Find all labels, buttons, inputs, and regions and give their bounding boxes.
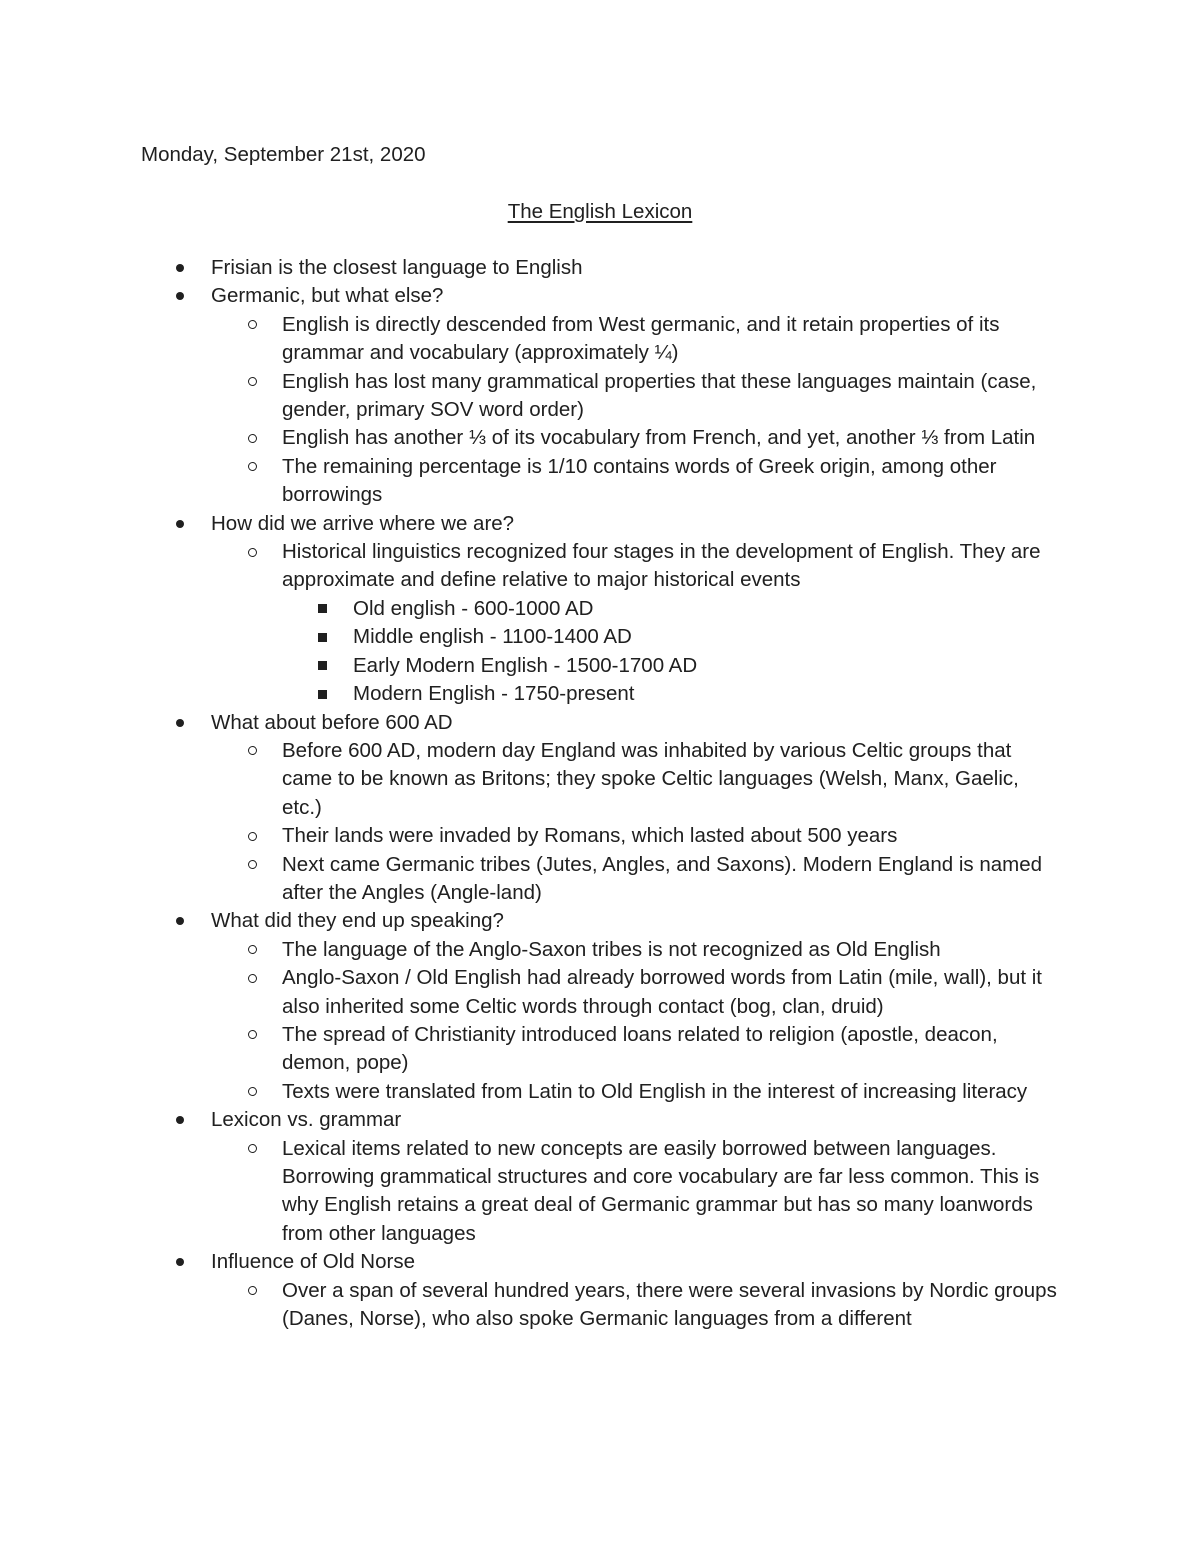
outline-item-level-2	[0, 737, 1064, 822]
notes-outline	[0, 254, 1200, 1333]
bullet-marker	[318, 623, 327, 651]
outline-item-text: What did they end up speaking?	[211, 909, 504, 933]
outline-item-text: Next came Germanic tribes (Jutes, Angles, and Saxons). Modern England is named after the Angles (Angle-land)	[282, 852, 1043, 904]
outline-item-level-2	[0, 311, 1064, 368]
bullet-marker	[248, 964, 257, 992]
outline-item-level-2	[0, 822, 1064, 850]
outline-item-level-2	[0, 1078, 1064, 1106]
outline-item-level-1	[0, 1248, 1061, 1276]
bullet-marker	[176, 1248, 184, 1276]
outline-item-level-1	[0, 907, 1061, 935]
bullet-marker	[248, 936, 257, 964]
bullet-marker	[318, 652, 327, 680]
outline-item-level-1	[0, 709, 1061, 737]
outline-item-level-2	[0, 424, 1064, 452]
outline-item-text: Frisian is the closest language to English	[211, 256, 583, 279]
bullet-marker	[176, 254, 184, 282]
document-title	[0, 198, 1200, 226]
bullet-marker	[248, 453, 257, 481]
bullet-marker	[248, 737, 257, 765]
outline-item-text: Middle english - 1100-1400 AD	[353, 625, 632, 649]
outline-item-level-2	[0, 851, 1064, 908]
hollow-circle-bullet-icon	[248, 945, 257, 954]
outline-item-text: Germanic, but what else?	[211, 284, 444, 308]
outline-item-level-2	[0, 964, 1064, 1021]
bullet-marker	[176, 709, 184, 737]
bullet-marker	[176, 907, 184, 935]
bullet-marker	[248, 1021, 257, 1049]
outline-item-text: English is directly descended from West germanic, and it retain properties of its grammar and vocabulary (approximately ¼)	[282, 312, 1000, 365]
outline-item-level-2	[0, 1021, 1064, 1078]
outline-item-level-1	[0, 254, 1061, 282]
hollow-circle-bullet-icon	[248, 746, 257, 755]
bullet-marker	[318, 680, 327, 708]
outline-item-text: Modern English - 1750-present	[353, 682, 635, 706]
bullet-marker	[248, 538, 257, 566]
hollow-circle-bullet-icon	[248, 462, 257, 471]
square-bullet-icon	[318, 690, 327, 699]
outline-item-text: The spread of Christianity introduced loans related to religion (apostle, deacon, demon, pope)	[282, 1022, 998, 1075]
hollow-circle-bullet-icon	[248, 1286, 257, 1295]
hollow-circle-bullet-icon	[248, 434, 257, 443]
outline-item-text: Early Modern English - 1500-1700 AD	[353, 653, 698, 677]
bullet-marker	[248, 368, 257, 396]
outline-item-level-2	[0, 1277, 1064, 1334]
bullet-marker	[248, 851, 257, 879]
hollow-circle-bullet-icon	[248, 860, 257, 869]
hollow-circle-bullet-icon	[248, 1030, 257, 1039]
hollow-circle-bullet-icon	[248, 1144, 257, 1153]
outline-item-text: Anglo-Saxon / Old English had already borrowed words from Latin (mile, wall), but it also inherited some Celtic words through contact (bog, clan, druid)	[282, 966, 1042, 1018]
square-bullet-icon	[318, 633, 327, 642]
outline-item-text: How did we arrive where we are?	[211, 511, 515, 535]
outline-item-level-2	[0, 538, 1064, 595]
filled-circle-bullet-icon	[176, 520, 184, 528]
outline-item-text: Texts were translated from Latin to Old English in the interest of increasing literacy	[282, 1079, 1028, 1103]
document-title-text: The English Lexicon	[507, 200, 693, 223]
outline-item-level-2	[0, 1135, 1064, 1249]
square-bullet-icon	[318, 604, 327, 613]
outline-item-level-3	[0, 652, 1063, 680]
filled-circle-bullet-icon	[176, 1116, 184, 1124]
hollow-circle-bullet-icon	[248, 832, 257, 841]
hollow-circle-bullet-icon	[248, 320, 257, 329]
outline-item-text: Their lands were invaded by Romans, which lasted about 500 years	[282, 824, 898, 848]
bullet-marker	[248, 424, 257, 452]
outline-item-text: What about before 600 AD	[211, 710, 453, 734]
outline-item-text: Lexical items related to new concepts are easily borrowed between languages. Borrowing grammatical structures and core vocabulary are far less common. This is why English retains a great deal of Germanic grammar but has so many loanwords from other languages	[282, 1136, 1040, 1245]
bullet-marker	[248, 1078, 257, 1106]
outline-item-level-3	[0, 680, 1063, 708]
outline-item-level-1	[0, 282, 1061, 310]
document-date: Monday, September 21st, 2020	[141, 143, 426, 166]
bullet-marker	[318, 595, 327, 623]
filled-circle-bullet-icon	[176, 719, 184, 727]
bullet-marker	[248, 1277, 257, 1305]
outline-item-level-1	[0, 1106, 1061, 1134]
filled-circle-bullet-icon	[176, 292, 184, 300]
outline-item-text: Over a span of several hundred years, there were several invasions by Nordic groups (Danes, Norse), who also spoke Germanic languages from a different	[282, 1278, 1057, 1331]
outline-item-level-2	[0, 936, 1064, 964]
filled-circle-bullet-icon	[176, 917, 184, 925]
outline-item-text: Lexicon vs. grammar	[211, 1108, 402, 1132]
outline-item-text: English has another ⅓ of its vocabulary from French, and yet, another ⅓ from Latin	[282, 426, 1036, 450]
bullet-marker	[176, 282, 184, 310]
outline-item-level-3	[0, 623, 1063, 651]
hollow-circle-bullet-icon	[248, 974, 257, 983]
outline-item-text: The remaining percentage is 1/10 contains words of Greek origin, among other borrowings	[282, 454, 997, 507]
outline-item-text: Before 600 AD, modern day England was inhabited by various Celtic groups that came to be known as Britons; they spoke Celtic languages (Welsh, Manx, Gaelic, etc.)	[282, 738, 1019, 819]
filled-circle-bullet-icon	[176, 1258, 184, 1266]
hollow-circle-bullet-icon	[248, 377, 257, 386]
outline-item-level-2	[0, 453, 1064, 510]
hollow-circle-bullet-icon	[248, 548, 257, 557]
bullet-marker	[248, 1135, 257, 1163]
outline-item-text: Historical linguistics recognized four stages in the development of English. They are approximate and define relative to major historical events	[282, 540, 1041, 592]
outline-item-level-1	[0, 510, 1061, 538]
bullet-marker	[176, 1106, 184, 1134]
bullet-marker	[248, 311, 257, 339]
outline-item-text: Influence of Old Norse	[211, 1250, 415, 1274]
square-bullet-icon	[318, 661, 327, 670]
outline-item-text: English has lost many grammatical properties that these languages maintain (case, gender, primary SOV word order)	[282, 369, 1037, 422]
bullet-marker	[176, 510, 184, 538]
outline-item-text: Old english - 600-1000 AD	[353, 596, 594, 620]
outline-item-level-3	[0, 595, 1063, 623]
bullet-marker	[248, 822, 257, 850]
outline-item-level-2	[0, 368, 1064, 425]
hollow-circle-bullet-icon	[248, 1087, 257, 1096]
filled-circle-bullet-icon	[176, 264, 184, 272]
outline-item-text: The language of the Anglo-Saxon tribes is not recognized as Old English	[282, 937, 941, 961]
